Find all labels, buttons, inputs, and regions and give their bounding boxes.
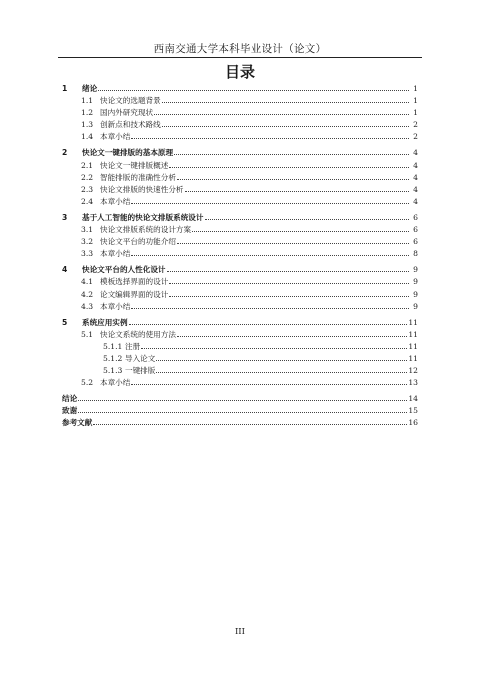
dot-leader (177, 179, 409, 180)
page-number: III (234, 627, 246, 637)
header-rule (58, 57, 422, 58)
toc-entry-page: 9 (413, 265, 418, 275)
toc-entry-label: 本章小结 (100, 196, 131, 206)
toc-entry[interactable] (62, 289, 418, 301)
toc-entry[interactable] (62, 224, 418, 236)
toc-entry[interactable] (62, 160, 418, 172)
dot-leader (98, 90, 409, 91)
toc-entry-number: 4.3 (81, 301, 94, 311)
toc-entry[interactable] (62, 341, 418, 353)
toc-entry[interactable] (62, 131, 418, 143)
toc-entry-label: 论文编辑界面的设计 (100, 289, 169, 299)
toc-entry-number: 2.1 (81, 160, 94, 170)
toc-entry-number: 5.1.3 (103, 366, 123, 376)
toc-entry-label: 本章小结 (100, 249, 131, 259)
toc-entry-page: 12 (408, 366, 418, 376)
toc-entry-page: 9 (413, 301, 418, 311)
toc-entry-page: 14 (408, 394, 418, 404)
toc-entry-page: 8 (413, 249, 418, 259)
toc-entry-number: 4.2 (81, 289, 94, 299)
toc-entry-number: 2.3 (81, 184, 94, 194)
toc-entry-page: 16 (408, 418, 418, 428)
toc-entry-page: 13 (408, 378, 418, 388)
toc-entry[interactable] (62, 365, 418, 377)
toc-entry-label: 致谢 (62, 406, 78, 416)
toc-entry-label: 参考文献 (62, 418, 93, 428)
toc-entry-number: 2.2 (81, 172, 94, 182)
dot-leader (205, 219, 410, 220)
dot-leader (167, 271, 409, 272)
toc-entry[interactable] (62, 236, 418, 248)
toc-entry-page: 4 (413, 196, 418, 206)
toc-entry-page: 2 (413, 132, 418, 142)
toc-entry-number: 5.1 (81, 329, 94, 339)
toc-entry-page: 6 (413, 225, 418, 235)
toc-entry-page: 9 (413, 277, 418, 287)
toc-entry-label: 快论文系统的使用方法 (100, 329, 176, 339)
toc-entry-number: 4 (62, 265, 68, 275)
dot-leader (185, 191, 409, 192)
dot-leader (78, 412, 407, 413)
toc-entry-page: 4 (413, 160, 418, 170)
toc-entry[interactable] (62, 276, 418, 288)
running-header: 西南交通大学本科毕业设计（论文） (153, 43, 327, 55)
toc-entry-label: 快论文排版的快速性分析 (100, 184, 184, 194)
toc-entry-label: 快论文排版系统的设计方案 (100, 225, 192, 235)
toc-entry-label: 快论文平台的功能介绍 (100, 237, 176, 247)
toc-entry-page: 9 (413, 289, 418, 299)
toc-entry-number: 5.1.1 (103, 341, 123, 351)
toc-entry-number: 5.2 (81, 378, 94, 388)
toc-entry[interactable] (62, 329, 418, 341)
dot-leader (131, 308, 409, 309)
toc-entry-page: 1 (413, 96, 418, 106)
page-title: 目录 (224, 63, 255, 81)
toc-entry-label: 基于人工智能的快论文排版系统设计 (82, 212, 204, 222)
dot-leader (131, 138, 409, 139)
toc-entry-page: 1 (413, 108, 418, 118)
dot-leader (129, 324, 408, 325)
toc-entry-label: 快论文平台的人性化设计 (82, 265, 166, 275)
toc-entry-number: 1 (62, 84, 68, 93)
toc-entry-label: 国内外研究现状 (100, 108, 154, 118)
toc-entry-page: 15 (408, 406, 418, 416)
toc-entry-page: 4 (413, 184, 418, 194)
toc-entry-number: 1.3 (81, 120, 94, 130)
toc-entry[interactable] (62, 119, 418, 131)
toc-entry-label: 导入论文 (125, 353, 156, 363)
toc-entry-label: 本章小结 (100, 378, 131, 388)
toc-entry-number: 2.4 (81, 196, 94, 206)
toc-entry-number: 1.2 (81, 108, 94, 118)
toc-entry-number: 2 (62, 148, 68, 158)
toc-entry-number: 5.1.2 (103, 353, 123, 363)
toc-entry[interactable] (62, 301, 418, 313)
toc-entry[interactable] (62, 417, 418, 429)
dot-leader (78, 400, 407, 401)
dot-leader (169, 283, 409, 284)
toc-entry-number: 4.1 (81, 277, 94, 287)
toc-entry-page: 1 (413, 84, 418, 93)
toc-entry[interactable] (62, 147, 418, 159)
dot-leader (169, 167, 409, 168)
toc-entry[interactable] (62, 248, 418, 260)
toc-entry[interactable] (62, 212, 418, 224)
toc-entry-page: 6 (413, 212, 418, 222)
toc-entry-page: 11 (408, 329, 418, 339)
toc-entry[interactable] (62, 184, 418, 196)
toc-entry-page: 6 (413, 237, 418, 247)
dot-leader (174, 154, 409, 155)
toc-entry-label: 创新点和技术路线 (100, 120, 161, 130)
toc-entry-page: 2 (413, 120, 418, 130)
toc-entry-label: 快论文一键排版的基本原理 (82, 148, 174, 158)
toc-entry[interactable] (62, 83, 418, 95)
dot-leader (177, 336, 407, 337)
toc-entry-label: 注册 (125, 341, 141, 351)
dot-leader (154, 114, 409, 115)
dot-leader (141, 348, 407, 349)
table-of-contents (62, 83, 418, 430)
toc-entry[interactable] (62, 107, 418, 119)
dot-leader (192, 231, 409, 232)
toc-entry-number: 3.2 (81, 237, 94, 247)
dot-leader (162, 126, 409, 127)
toc-entry-number: 5 (62, 317, 68, 327)
toc-entry-label: 快论文的选题背景 (100, 96, 161, 106)
toc-entry-label: 本章小结 (100, 132, 131, 142)
toc-entry-number: 1.4 (81, 132, 94, 142)
toc-entry-label: 一键排版 (125, 366, 156, 376)
toc-entry-label: 模板选择界面的设计 (100, 277, 169, 287)
dot-leader (162, 102, 409, 103)
toc-entry-page: 11 (408, 353, 418, 363)
toc-entry-number: 3.3 (81, 249, 94, 259)
toc-entry[interactable] (62, 317, 418, 329)
dot-leader (156, 372, 407, 373)
toc-entry[interactable] (62, 172, 418, 184)
dot-leader (177, 243, 409, 244)
toc-entry-page: 11 (408, 317, 418, 327)
toc-entry[interactable] (62, 95, 418, 107)
toc-entry-number: 3.1 (81, 225, 94, 235)
toc-entry[interactable] (62, 393, 418, 405)
toc-entry-label: 结论 (62, 394, 78, 404)
toc-entry-label: 本章小结 (100, 301, 131, 311)
toc-entry[interactable] (62, 405, 418, 417)
toc-entry-number: 1.1 (81, 96, 94, 106)
toc-entry-label: 智能排版的准确性分析 (100, 172, 176, 182)
toc-entry-page: 4 (413, 172, 418, 182)
toc-entry[interactable] (62, 264, 418, 276)
toc-entry[interactable] (62, 377, 418, 389)
toc-entry-label: 绪论 (82, 84, 98, 93)
toc-entry[interactable] (62, 353, 418, 365)
dot-leader (169, 296, 409, 297)
toc-entry-page: 4 (413, 148, 418, 158)
dot-leader (131, 203, 409, 204)
toc-entry[interactable] (62, 196, 418, 208)
toc-entry-label: 快论文一键排版概述 (100, 160, 169, 170)
dot-leader (131, 255, 409, 256)
dot-leader (131, 384, 407, 385)
toc-entry-label: 系统应用实例 (82, 317, 128, 327)
toc-entry-page: 11 (408, 341, 418, 351)
dot-leader (93, 424, 407, 425)
dot-leader (156, 360, 407, 361)
toc-entry-number: 3 (62, 212, 68, 222)
